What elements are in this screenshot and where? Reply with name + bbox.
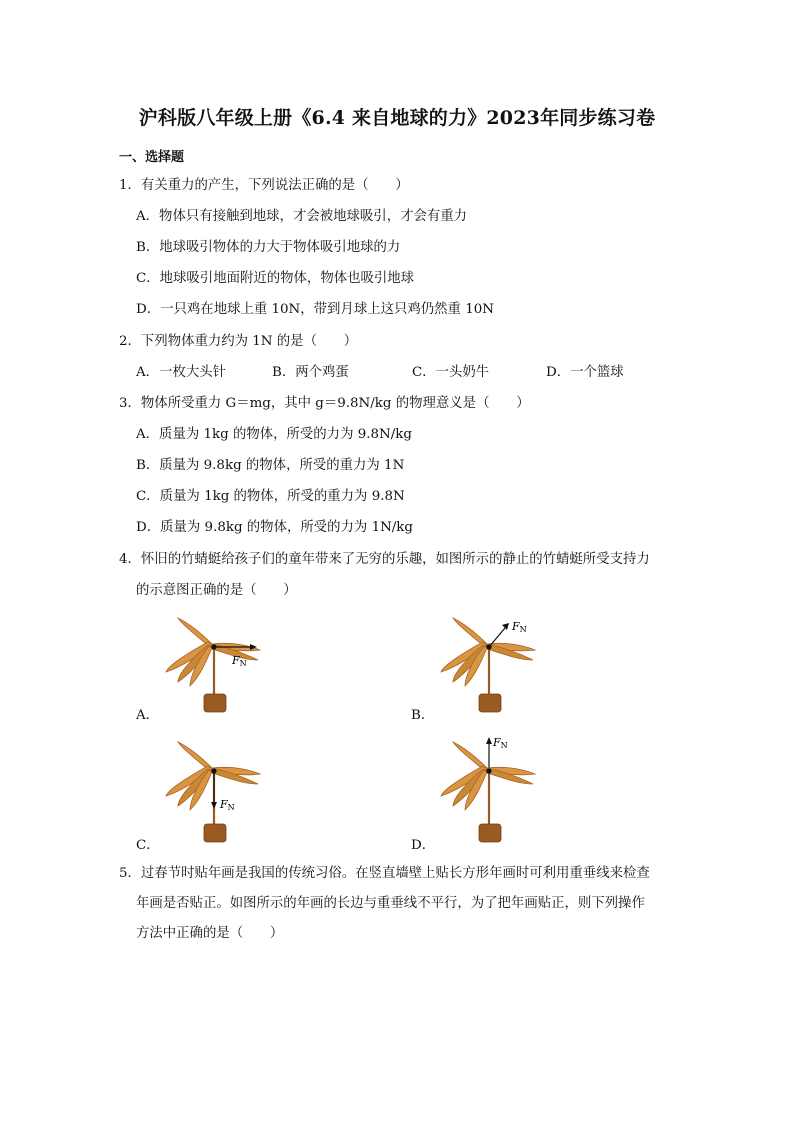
figure-b-bamboo-dragonfly[interactable] — [435, 614, 545, 718]
question-2-option-c[interactable]: C．一头奶牛 — [412, 365, 490, 380]
force-label: FN — [493, 736, 508, 750]
question-2-option-b[interactable]: B．两个鸡蛋 — [272, 365, 349, 380]
figure-d-label[interactable]: D． — [411, 838, 436, 853]
question-2-option-d[interactable]: D．一个篮球 — [546, 365, 624, 380]
dragonfly-body — [441, 742, 535, 842]
question-1-stem: 1．有关重力的产生，下列说法正确的是（ ） — [119, 178, 409, 193]
section-heading: 一、选择题 — [119, 150, 185, 165]
page-title: 沪科版八年级上册《6.4 来自地球的力》2023年同步练习卷 — [138, 107, 656, 129]
question-5-stem-line-2: 年画是否贴正。如图所示的年画的长边与重垂线不平行，为了把年画贴正，则下列操作 — [136, 896, 645, 911]
question-4-stem-line-2: 的示意图正确的是（ ） — [136, 583, 297, 598]
figure-c-label[interactable]: C． — [136, 838, 160, 853]
dragonfly-base — [204, 694, 226, 712]
question-1-option-c[interactable]: C．地球吸引地面附近的物体，物体也吸引地球 — [136, 271, 415, 286]
question-1-option-b[interactable]: B．地球吸引物体的力大于物体吸引地球的力 — [136, 240, 401, 255]
figure-d-bamboo-dragonfly[interactable] — [435, 732, 545, 846]
question-2-option-a[interactable]: A．一枚大头针 — [136, 365, 227, 380]
figure-c-bamboo-dragonfly[interactable] — [160, 738, 270, 846]
figure-a-label[interactable]: A． — [136, 708, 160, 723]
question-1-option-d[interactable]: D．一只鸡在地球上重 10N，带到月球上这只鸡仍然重 10N — [136, 302, 494, 317]
force-label: FN — [220, 798, 235, 812]
force-label: FN — [512, 620, 527, 634]
question-5-stem-line-1: 5．过春节时贴年画是我国的传统习俗。在竖直墙壁上贴长方形年画时可利用重垂线来检查 — [119, 866, 650, 881]
force-arrow — [211, 771, 217, 809]
question-2-options — [0, 364, 794, 382]
question-3-stem: 3．物体所受重力 G＝mg，其中 g＝9.8N/kg 的物理意义是（ ） — [119, 396, 530, 411]
force-arrow — [486, 737, 492, 771]
dragonfly-base — [479, 694, 501, 712]
dragonfly-base — [204, 824, 226, 842]
figure-b-label[interactable]: B． — [411, 708, 435, 723]
figure-a-bamboo-dragonfly[interactable] — [160, 614, 270, 718]
force-label: FN — [232, 654, 247, 668]
question-1-option-a[interactable]: A．物体只有接触到地球，才会被地球吸引，才会有重力 — [136, 209, 468, 224]
question-5-stem-line-3: 方法中正确的是（ ） — [136, 926, 284, 941]
question-3-option-a[interactable]: A．质量为 1kg 的物体，所受的力为 9.8N/kg — [136, 427, 412, 442]
question-3-option-b[interactable]: B．质量为 9.8kg 的物体，所受的重力为 1N — [136, 458, 405, 473]
question-2-stem: 2．下列物体重力约为 1N 的是（ ） — [119, 334, 358, 349]
question-3-option-c[interactable]: C．质量为 1kg 的物体，所受的重力为 9.8N — [136, 489, 405, 504]
question-3-option-d[interactable]: D．质量为 9.8kg 的物体，所受的力为 1N/kg — [136, 520, 413, 535]
question-4-stem-line-1: 4．怀旧的竹蜻蜓给孩子们的童年带来了无穷的乐趣，如图所示的静止的竹蜻蜓所受支持力 — [119, 552, 650, 567]
